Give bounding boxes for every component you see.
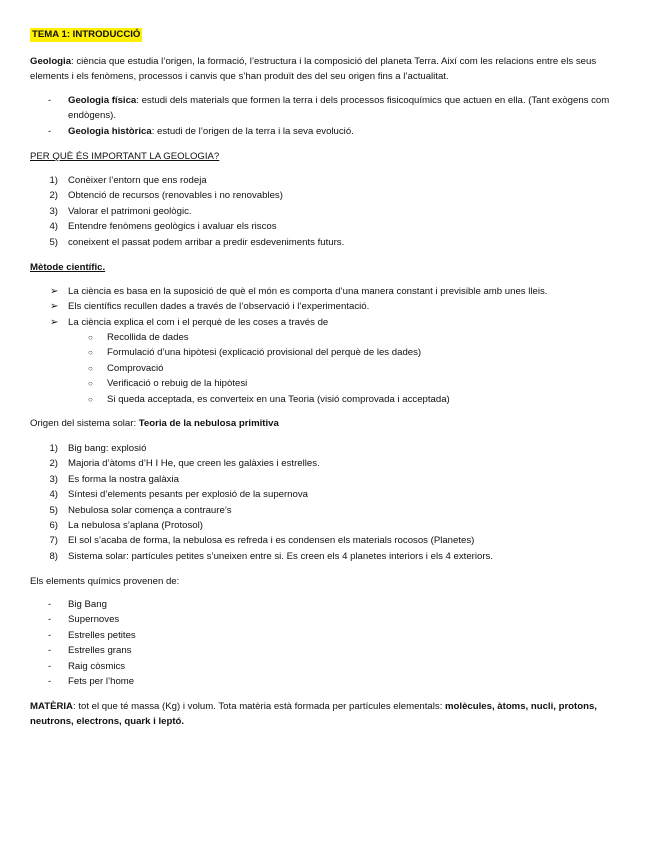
origin-list [30, 441, 640, 564]
list-item: - Big Bang [48, 599, 107, 610]
geologia-text: : ciència que estudia l’origen, la formació, l’estructura i la composició del planeta Terra. Així com les relacions entre els seus elements i els fenòmens, processos i canvis que s’han produït des del seu origen fins a l’actualitat. [30, 56, 597, 82]
circle-bullet-icon: ○ [88, 333, 93, 342]
elements-list [30, 597, 630, 689]
branch-term: Geologia física [68, 95, 137, 106]
list-item: 5) coneixent el passat podem arribar a predir esdeveniments futurs. [49, 236, 345, 248]
branch-text: : estudi dels materials que formen la terra i dels processos fisicoquímics que actuen en ella. (Tant exògens com endògens). [68, 95, 610, 121]
list-item: ○ Si queda acceptada, es converteix en una Teoria (visió comprovada i acceptada) [88, 393, 450, 405]
materia-particles: molècules, àtoms, nucli, protons, neutrons, electrons, quark i leptó. [30, 701, 597, 727]
list-item: 3) Es forma la nostra galàxia [49, 473, 179, 485]
list-item: ➢ La ciència explica el com i el perquè de les coses a través de [50, 316, 329, 328]
list-item: 1) Conèixer l’entorn que ens rodeja [49, 175, 207, 186]
dash-marker: - [48, 95, 52, 106]
branch-text: : estudi de l’origen de la terra i la seva evolució. [151, 126, 354, 137]
list-item: - Estrelles petites [48, 629, 136, 641]
list-item: 3) Valorar el patrimoni geològic. [49, 205, 192, 217]
arrow-icon: ➢ [50, 301, 59, 313]
method-heading: Mètode científic. [30, 262, 106, 273]
list-item: 5) Nebulosa solar comença a contraure’s [49, 504, 232, 516]
list-item: 7) El sol s’acaba de forma, la nebulosa es refreda i es condensen els materials rocosos (Planetes) [49, 535, 475, 547]
method-steps-list [30, 330, 630, 407]
circle-bullet-icon: ○ [88, 363, 93, 373]
circle-bullet-icon: ○ [88, 348, 93, 358]
method-points-list [30, 284, 630, 330]
list-item: 6) La nebulosa s’aplana (Protosol) [49, 519, 203, 531]
list-item: - Estrelles grans [48, 645, 132, 657]
page-title: TEMA 1: INTRODUCCIÓ [32, 29, 141, 40]
dash-marker: - [48, 126, 52, 137]
circle-bullet-icon: ○ [88, 379, 93, 389]
geologia-term: Geologia [30, 56, 72, 67]
elements-heading: Els elements químics provenen de: [30, 576, 180, 587]
list-item: ➢ Els científics recullen dades a través de l’observació i l’experimentació. [50, 301, 370, 313]
circle-bullet-icon: ○ [88, 394, 93, 404]
branch-item-fisica [30, 93, 630, 123]
list-item: - Raig còsmics [48, 660, 126, 672]
list-item: - Supernoves [48, 614, 120, 626]
list-item: 2) Obtenció de recursos (renovables i no renovables) [49, 190, 283, 202]
list-item: 2) Majoria d’àtoms d’H I He, que creen les galàxies i estrelles. [49, 458, 320, 470]
list-item: 4) Síntesi d’elements pesants per explosió de la supernova [49, 489, 308, 501]
materia-term: MATÈRIA [30, 701, 73, 712]
importance-heading: PER QUÈ ÉS IMPORTANT LA GEOLOGIA? [30, 151, 220, 162]
list-item: ➢ La ciència es basa en la suposició de què el món es comporta d’una manera constant i previsible amb unes lleis. [50, 286, 548, 297]
list-item: 1) Big bang: explosió [49, 443, 147, 454]
geologia-definition [30, 54, 630, 84]
branch-term: Geologia històrica [68, 126, 152, 137]
list-item: ○ Comprovació [88, 362, 164, 374]
importance-list [30, 173, 630, 250]
list-item: ○ Recollida de dades [88, 332, 189, 343]
branch-item-historica [30, 124, 630, 139]
list-item: ○ Formulació d’una hipòtesi (explicació provisional del perquè de les dades) [88, 347, 422, 359]
list-item: - Fets per l’home [48, 675, 135, 687]
materia-definition: MATÈRIA: tot el que té massa (Kg) i volum. Tota matèria està formada per partícules elementals: molècules, àtoms, nucli, protons, neutrons, electrons, quark i leptó. [30, 701, 597, 727]
origin-theory: Teoria de la nebulosa primitiva [138, 418, 279, 429]
arrow-icon: ➢ [50, 286, 59, 297]
origin-heading: Origen del sistema solar: Teoria de la nebulosa primitiva [30, 418, 279, 429]
list-item: 8) Sistema solar: partícules petites s’uneixen entre si. Es creen els 4 planetes interiors i els 4 exteriors. [49, 550, 493, 562]
arrow-icon: ➢ [50, 316, 59, 328]
list-item: ○ Verificació o rebuig de la hipòtesi [88, 378, 248, 390]
list-item: 4) Entendre fenòmens geològics i avaluar els riscos [49, 221, 277, 233]
